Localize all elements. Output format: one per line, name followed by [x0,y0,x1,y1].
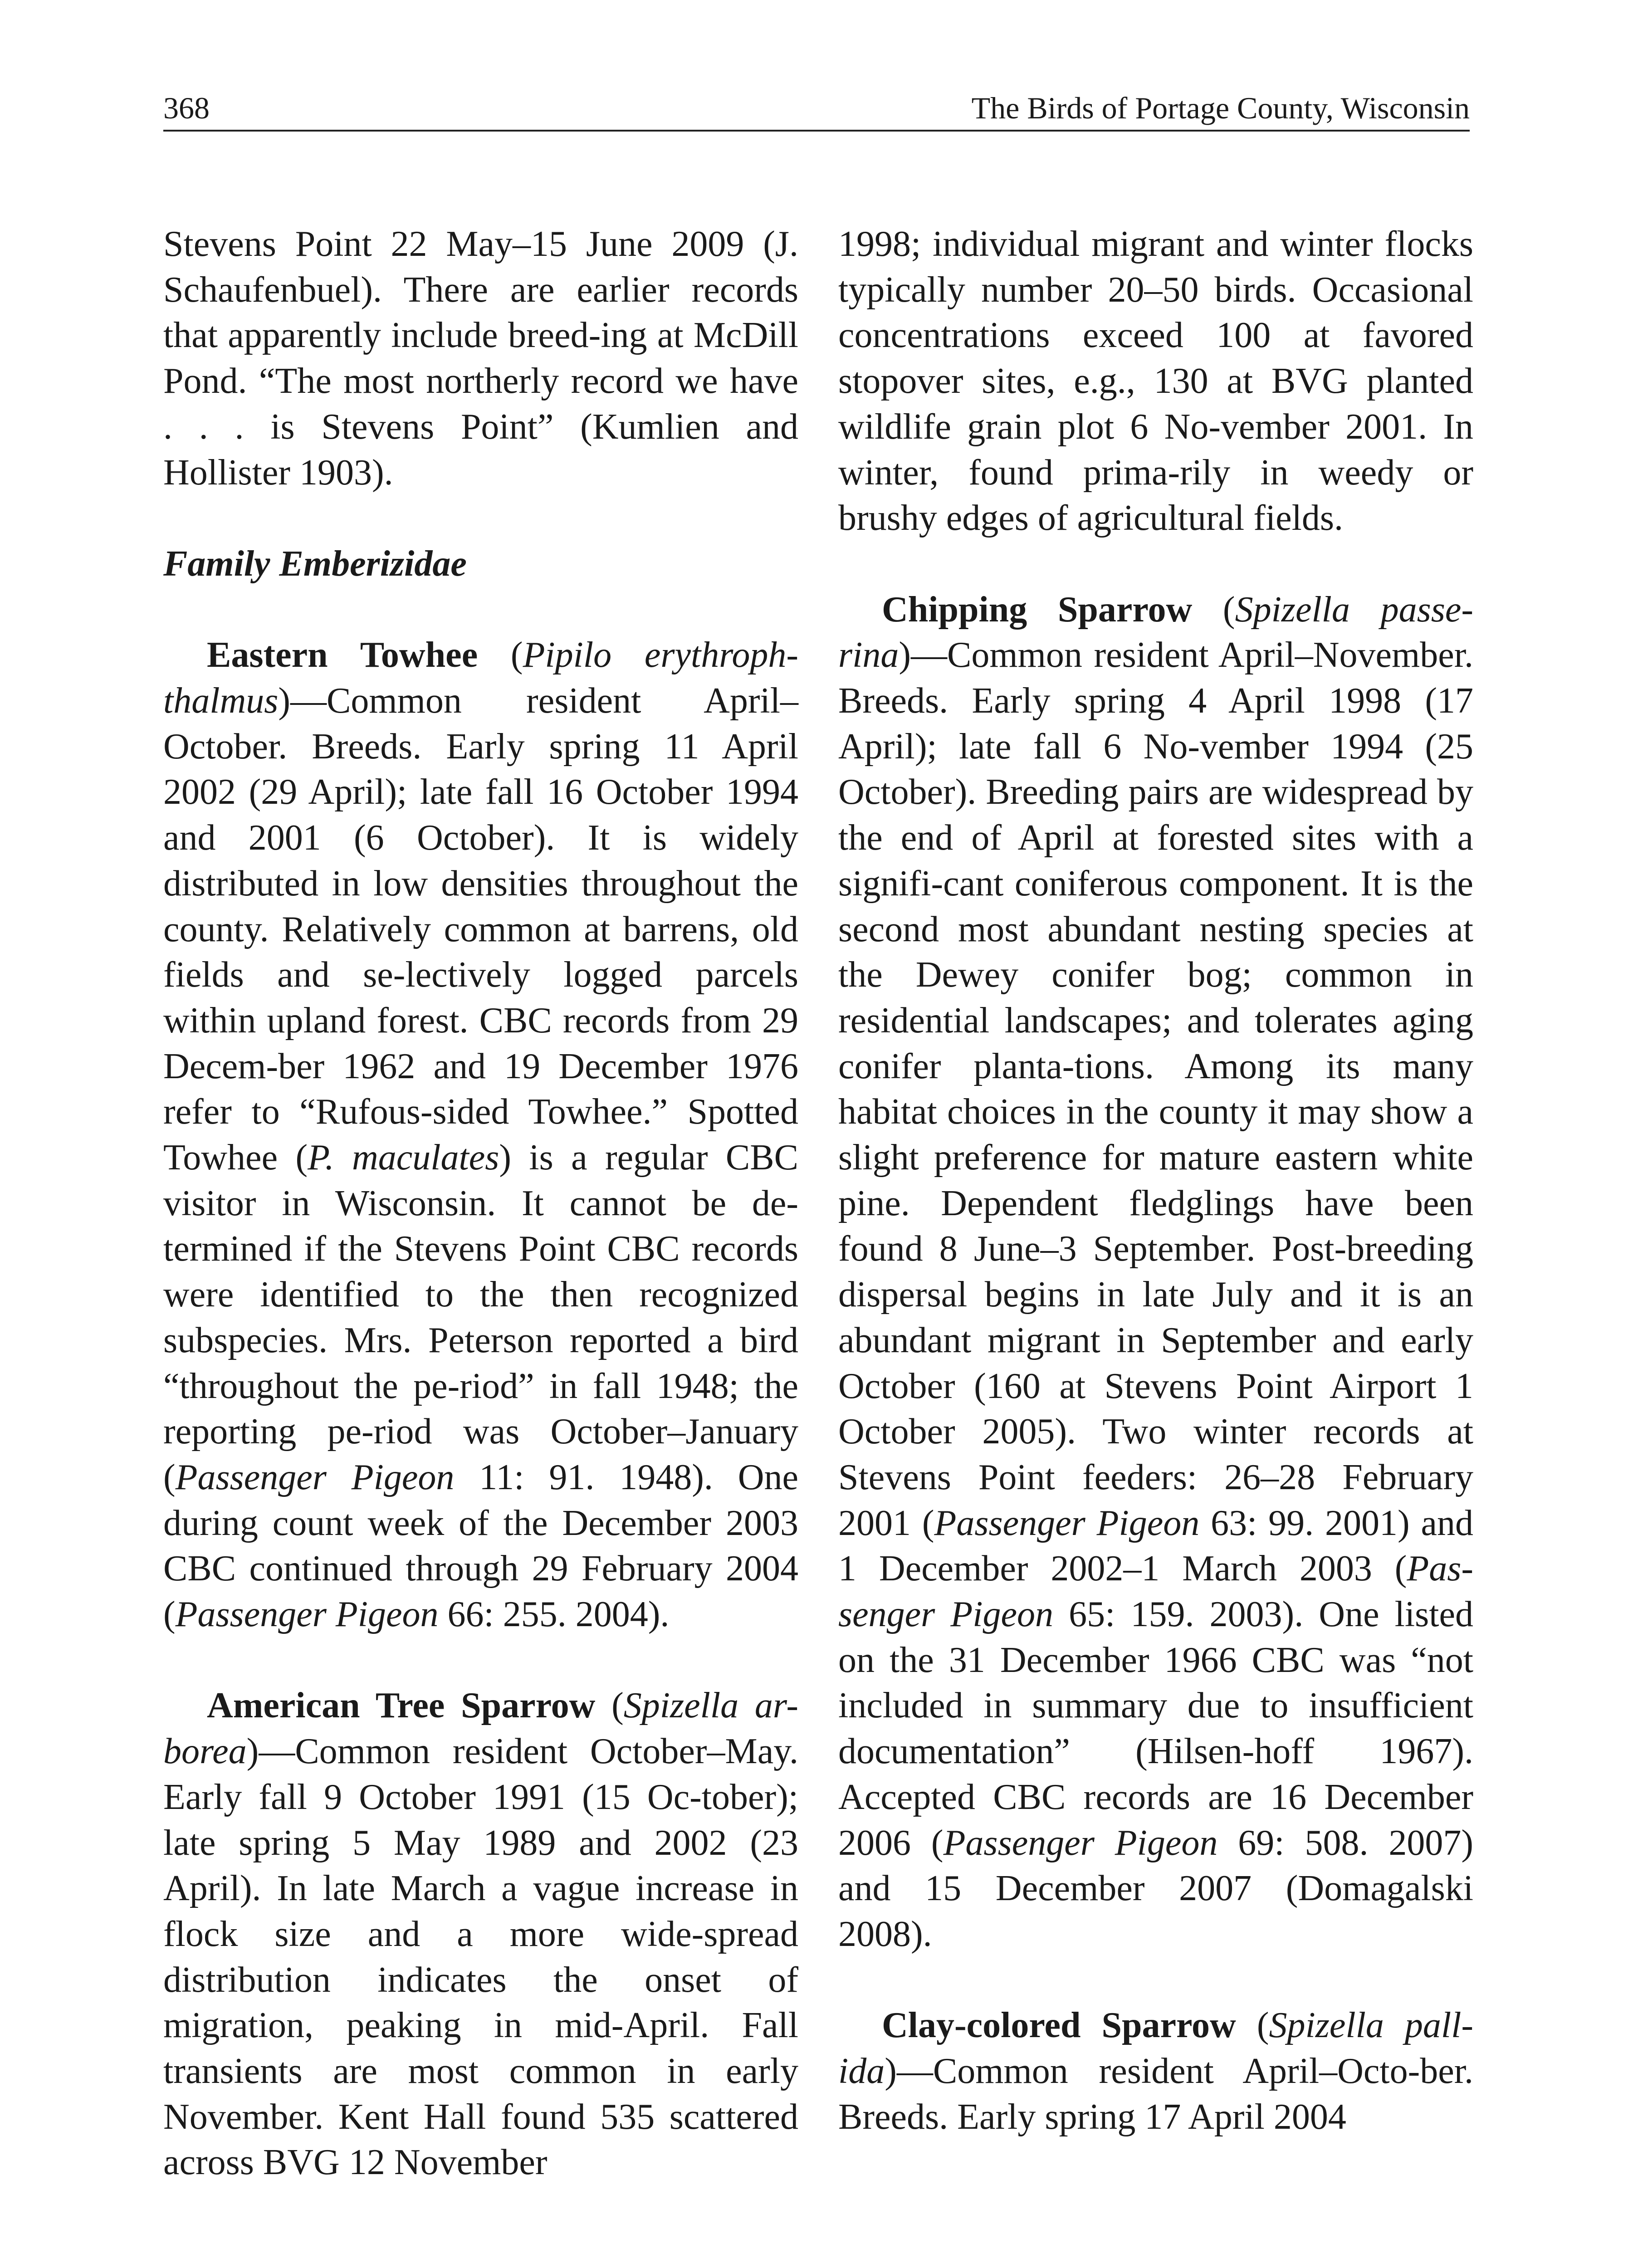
entry-text: ( [478,635,523,675]
scientific-name: Spizella passe-rina [838,589,1474,675]
publication-title: Pas-senger Pigeon [838,1549,1473,1635]
publication-title: Passenger Pigeon [943,1823,1218,1863]
running-header [163,85,1470,131]
species-entry-american-tree-sparrow [163,1683,798,2185]
publication-title: Passenger Pigeon [175,1594,439,1635]
species-name: Clay-colored Sparrow [882,2005,1236,2046]
entry-text: ( [595,1686,624,1726]
entry-text: 69: 508. 2007) and 15 December 2007 (Domagalski 2008). [838,1823,1473,1954]
running-title: The Birds of Portage County, Wisconsin [971,91,1470,125]
entry-text: )—Common resident April–October. Breeds. Early spring 11 April 2002 (29 April); late fall 16 October 1994 and 2001 (6 October). It is widely distributed in low densities throughout the county. Relatively common at barrens, old fields and se-lectively logged parcels within upland forest. CBC records from 29 Decem-ber 1962 and 19 December 1976 refer to “Rufous-sided Towhee.” Spotted Towhee ( [163,681,798,1178]
species-name: Chipping Sparrow [882,589,1193,630]
publication-title: Passenger Pigeon [934,1503,1200,1543]
species-name: Eastern Towhee [207,635,478,675]
family-heading: Family Emberizidae [163,543,467,584]
page-number: 368 [163,91,210,125]
entry-text: )—Common resident April–Octo-ber. Breeds. Early spring 17 April 2004 [838,2051,1473,2137]
entry-text: 63: 99. 2001) and 1 December 2002–1 March 2003 ( [838,1503,1474,1589]
scientific-name: Spizella ar-borea [163,1686,798,1772]
entry-text: )—Common resident October–May. Early fall 9 October 1991 (15 Oc-tober); late spring 5 May 1989 and 2002 (23 April). In late March a vague increase in flock size and a more wide-spread distribution indicates the onset of migration, peaking in mid-April. Fall transients are most common in early November. Kent Hall found 535 scattered across BVG 12 November [163,1731,798,2183]
entry-text: 11: 91. 1948). One during count week of the December 2003 CBC continued through 29 February 2004 ( [163,1457,798,1635]
left-column [163,221,798,2185]
entry-text: ( [1236,2005,1269,2046]
species-entry-eastern-towhee [163,632,798,1637]
continued-paragraph: Stevens Point 22 May–15 June 2009 (J. Schaufenbuel). There are earlier records that apparently include breed-ing at McDill Pond. “The most northerly record we have . . . is Stevens Point” (Kumlien and Hollister 1903). [163,224,798,493]
scientific-name: P. maculates [308,1138,499,1178]
right-column [838,221,1473,2140]
species-name: American Tree Sparrow [207,1686,596,1726]
scientific-name: Pipilo erythroph-thalmus [163,635,798,721]
entry-text: ( [1192,589,1235,630]
entry-text: )—Common resident April–November. Breeds. Early spring 4 April 1998 (17 April); late fall 6 No-vember 1994 (25 October). Breeding pairs are widespread by the end of April at forested sites with a signifi-cant coniferous component. It is the second most abundant nesting species at the Dewey conifer bog; common in residential landscapes; and tolerates aging conifer planta-tions. Among its many habitat choices in the county it may show a slight preference for mature eastern white pine. Dependent fledglings have been found 8 June–3 September. Post-breeding dispersal begins in late July and it is an abundant migrant in September and early October (160 at Stevens Point Airport 1 October 2005). Two winter records at Stevens Point feeders: 26–28 February 2001 ( [838,635,1473,1543]
entry-text: 66: 255. 2004). [438,1594,670,1635]
entry-text: ) is a regular CBC visitor in Wisconsin. It cannot be de-termined if the Stevens Point CBC records were identified to the then recognized subspecies. Mrs. Peterson reported a bird “throughout the pe-riod” in fall 1948; the reporting pe-riod was October–January ( [163,1138,799,1497]
species-entry-clay-colored-sparrow [838,2003,1473,2140]
header-rule [163,130,1470,132]
species-entry-chipping-sparrow [838,587,1473,1957]
entry-text: 65: 159. 2003). One listed on the 31 December 1966 CBC was “not included in summary due to insufficient documentation” (Hilsen-hoff 1967). Accepted CBC records are 16 December 2006 ( [838,1594,1474,1863]
continued-paragraph: 1998; individual migrant and winter flocks typically number 20–50 birds. Occasional concentrations exceed 100 at favored stopover sites, e.g., 130 at BVG planted wildlife grain plot 6 No-vember 2001. In winter, found prima-rily in weedy or brushy edges of agricultural fields. [838,224,1473,538]
publication-title: Passenger Pigeon [175,1457,455,1497]
scientific-name: Spizella pall-ida [838,2005,1474,2092]
